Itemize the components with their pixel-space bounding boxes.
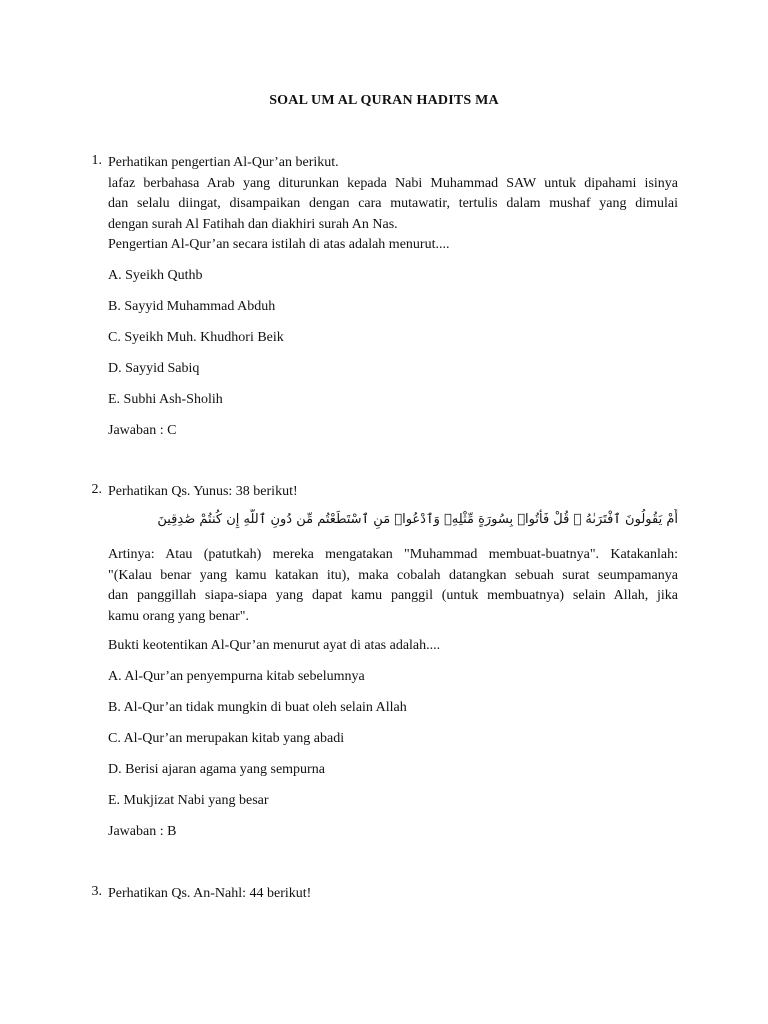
arabic-verse: أَمْ يَقُولُونَ ٱفْتَرَىٰهُ ۖ قُلْ فَأْتُوا۟ بِسُورَةٍ مِّثْلِهِۦ وَٱدْعُوا۟ مَنِ ٱسْتَطَعْتُم مِّن دُونِ ٱللَّهِ إِن كُنتُمْ صَٰدِقِينَ — [157, 512, 678, 527]
option-c: C. Syeikh Muh. Khudhori Beik — [108, 330, 284, 345]
option-b: B. Al-Qur’an tidak mungkin di buat oleh selain Allah — [108, 700, 407, 715]
question-intro: Perhatikan pengertian Al-Qur’an berikut. — [108, 155, 339, 170]
option-e: E. Mukjizat Nabi yang besar — [108, 793, 269, 808]
question-prompt: Bukti keotentikan Al-Qur’an menurut ayat di atas adalah.... — [108, 638, 441, 653]
question-intro: Perhatikan Qs. An-Nahl: 44 berikut! — [108, 886, 312, 901]
option-a: A. Al-Qur’an penyempurna kitab sebelumnya — [108, 669, 365, 684]
translation-line: dan panggillah siapa-siapa yang dapat kamu panggil (untuk membuatnya) selain Allah, jika — [108, 588, 678, 603]
definition-line: dengan surah Al Fatihah dan diakhiri surah An Nas. — [108, 216, 398, 232]
translation-line: Artinya: Atau (patutkah) mereka mengatakan "Muhammad membuat-buatnya". Katakanlah: — [108, 547, 678, 562]
answer-key: Jawaban : B — [108, 824, 177, 839]
question-number: 2. — [91, 482, 102, 497]
question-number: 3. — [91, 884, 102, 899]
translation-line: "(Kalau benar yang kamu katakan itu), maka cobalah datangkan sebuah surat seumpamanya — [108, 567, 678, 583]
question-number: 1. — [91, 153, 102, 168]
definition-line: dan selalu diingat, disampaikan dengan cara mutawatir, tertulis dalam mushaf yang dimulai — [108, 196, 678, 211]
translation — [108, 545, 678, 627]
option-a: A. Syeikh Quthb — [108, 268, 203, 283]
question-prompt: Pengertian Al-Qur’an secara istilah di atas adalah menurut.... — [108, 237, 450, 252]
option-d: D. Berisi ajaran agama yang sempurna — [108, 762, 325, 777]
page-title: SOAL UM AL QURAN HADITS MA — [269, 93, 499, 108]
option-c: C. Al-Qur’an merupakan kitab yang abadi — [108, 731, 345, 746]
question-intro: Perhatikan Qs. Yunus: 38 berikut! — [108, 484, 298, 499]
option-e: E. Subhi Ash-Sholih — [108, 392, 223, 407]
definition-line: lafaz berbahasa Arab yang diturunkan kepada Nabi Muhammad SAW untuk dipahami isinya — [108, 175, 678, 191]
option-b: B. Sayyid Muhammad Abduh — [108, 299, 276, 314]
question-text — [108, 153, 678, 256]
translation-line: kamu orang yang benar". — [108, 608, 249, 624]
answer-key: Jawaban : C — [108, 423, 177, 438]
option-d: D. Sayyid Sabiq — [108, 361, 200, 376]
